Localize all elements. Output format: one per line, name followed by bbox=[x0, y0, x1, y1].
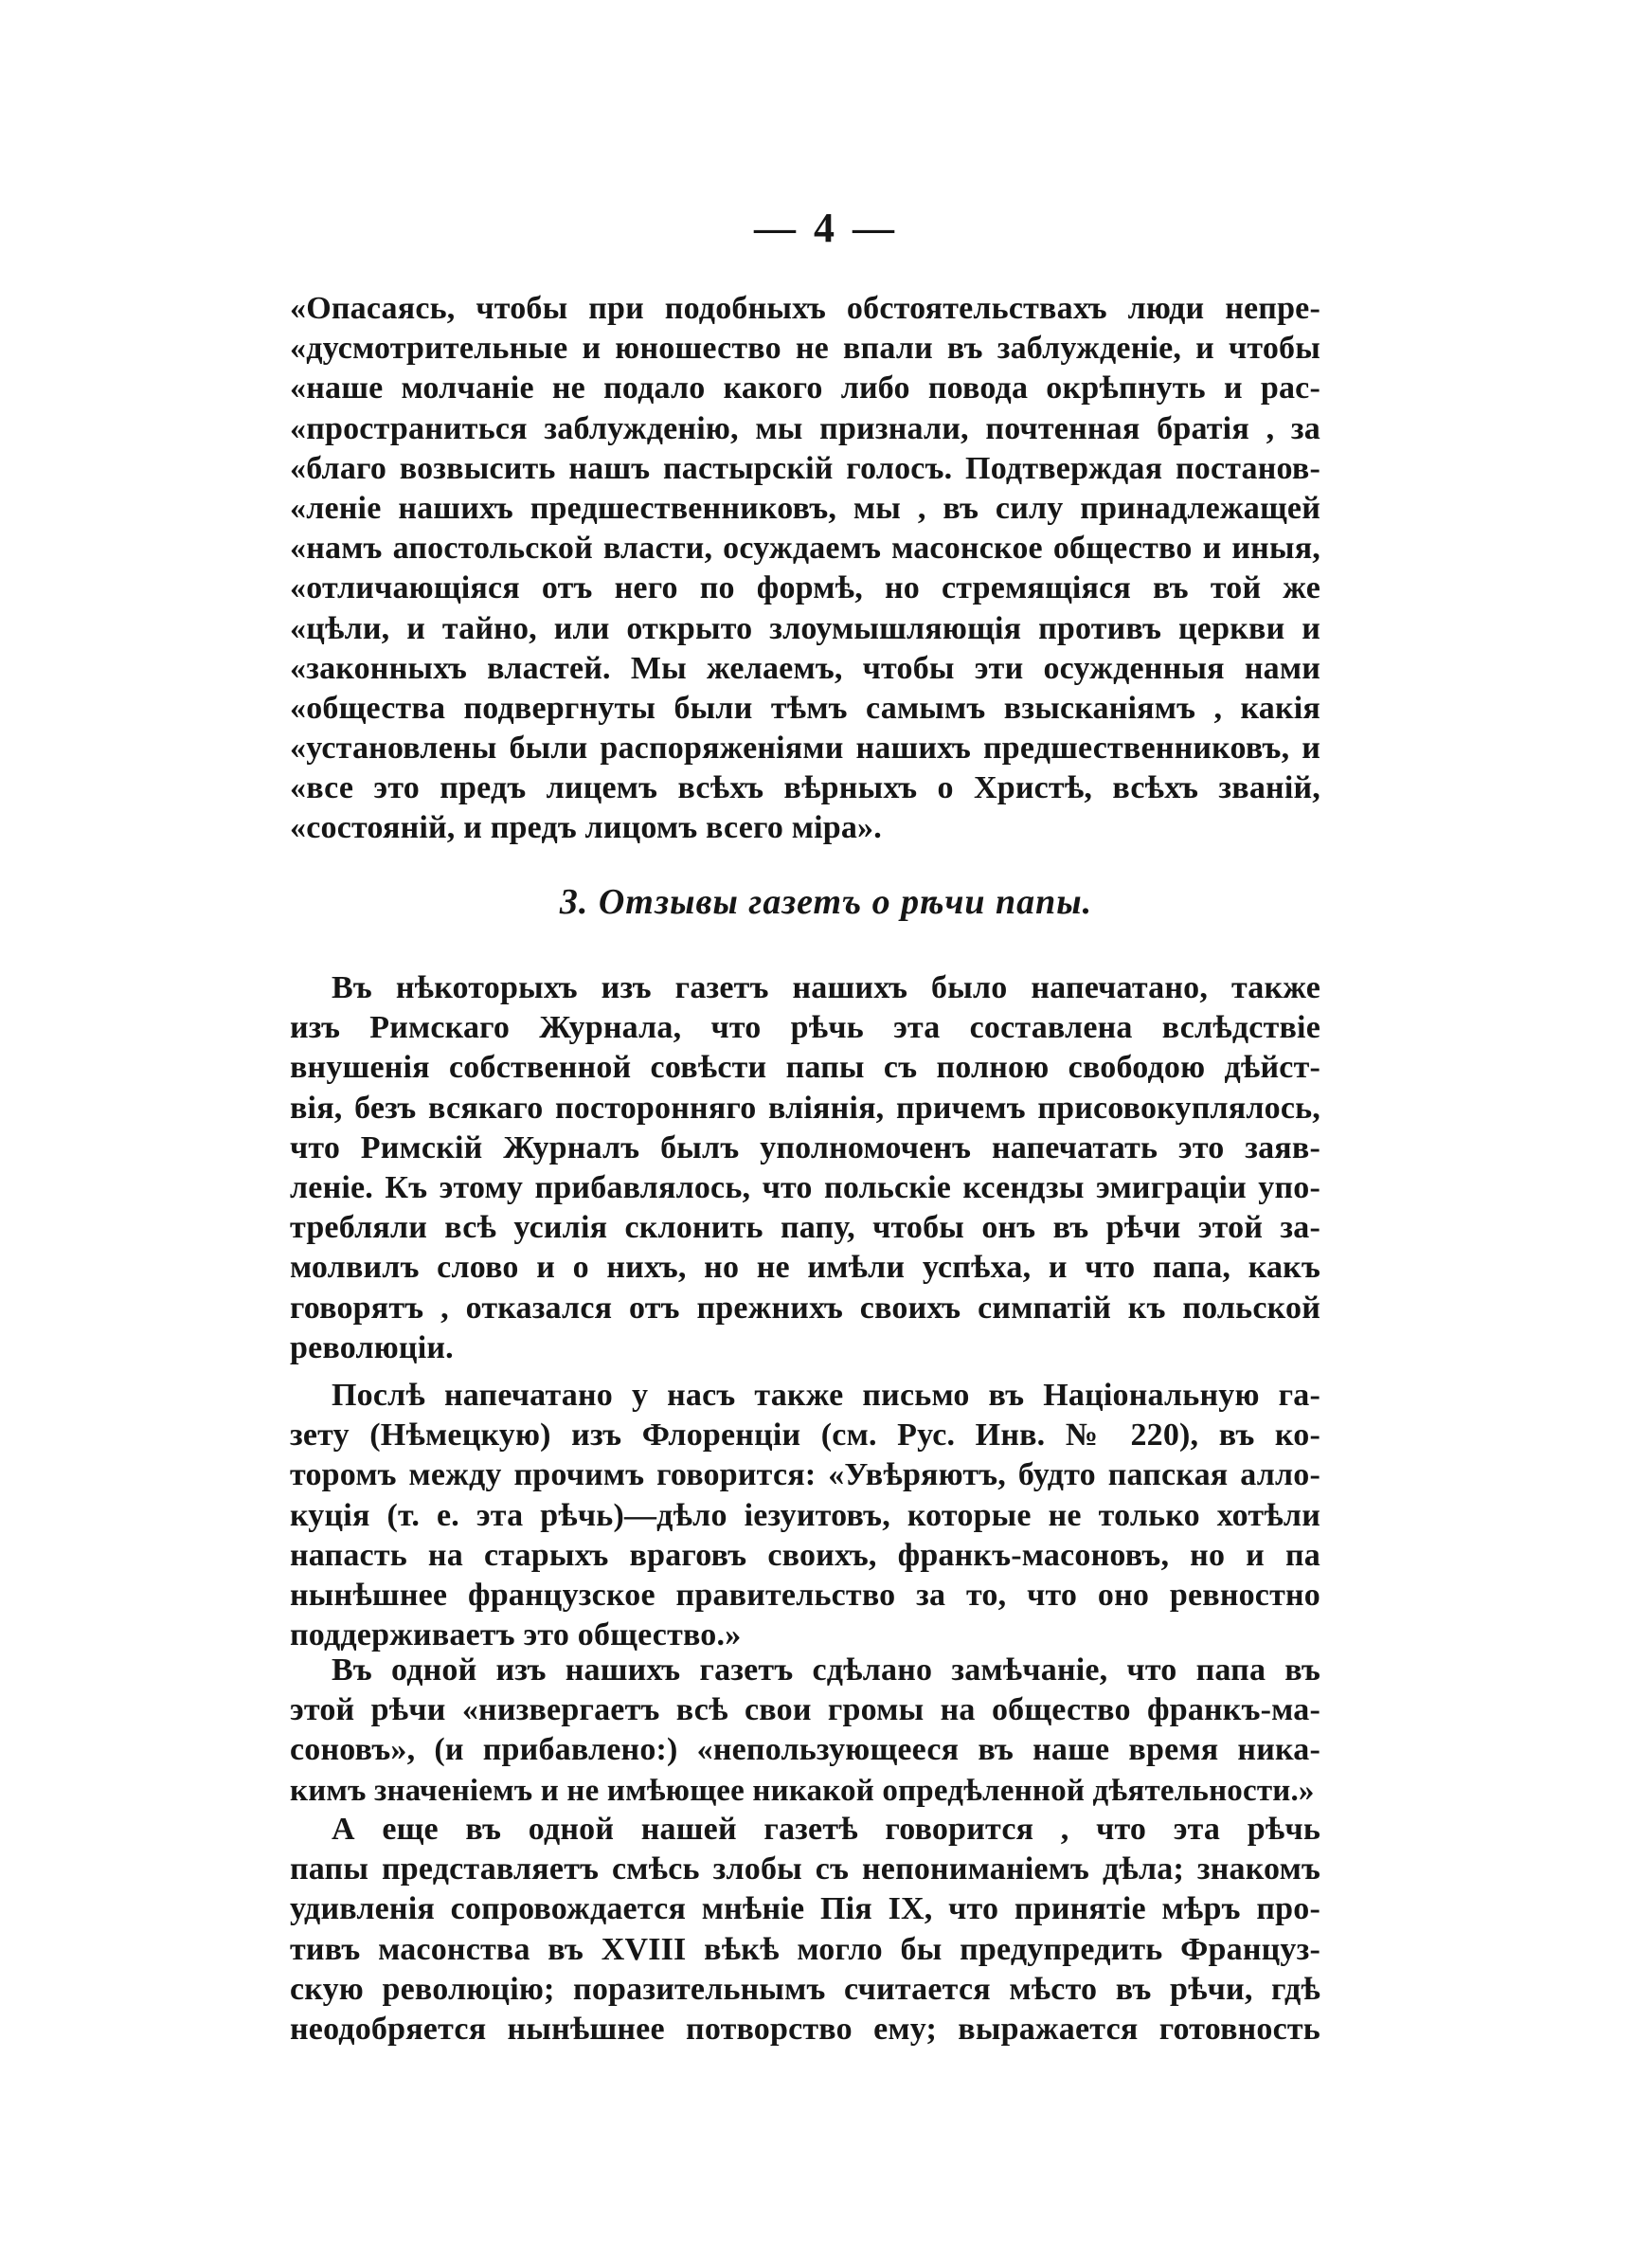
text-line: неодобряется нынѣшнее потворство ему; выражается готовность bbox=[290, 2011, 1320, 2047]
text-line: скую революцію; поразительнымъ считается мѣсто въ рѣчи, гдѣ bbox=[290, 1971, 1320, 2007]
text-line: поддерживаетъ это общество.» bbox=[290, 1617, 742, 1653]
page-number: — 4 — bbox=[754, 205, 898, 251]
text-line: «намъ апостольской власти, осуждаемъ масонское общество и иныя, bbox=[290, 531, 1320, 567]
text-line: «леніе нашихъ предшественниковъ, мы , въ силу принадлежащей bbox=[290, 490, 1320, 526]
text-line: «дусмотрительные и юношество не впали въ заблужденіе, и чтобы bbox=[290, 331, 1320, 367]
paragraph bbox=[290, 1376, 1320, 1655]
text-line: «все это предъ лицемъ всѣхъ вѣрныхъ о Христѣ, всѣхъ званій, bbox=[290, 770, 1320, 806]
text-line: напасть на старыхъ враговъ своихъ, франкъ-масоновъ, но и па bbox=[290, 1537, 1320, 1573]
text-line: внушенія собственной совѣсти папы съ полною свободою дѣйст- bbox=[290, 1050, 1320, 1086]
text-line: «наше молчаніе не подало какого либо повода окрѣпнуть и рас- bbox=[290, 370, 1320, 406]
text-line: кимъ значеніемъ и не имѣющее никакой опредѣленной дѣятельности.» bbox=[290, 1773, 1315, 1808]
text-line: «Опасаясь, чтобы при подобныхъ обстоятельствахъ люди непре- bbox=[290, 291, 1320, 326]
text-line: зету (Нѣмецкую) изъ Флоренціи (см. Рус. Инв. № 220), въ ко- bbox=[290, 1417, 1320, 1454]
text-line: говорятъ , отказался отъ прежнихъ своихъ симпатій къ польской bbox=[290, 1290, 1320, 1326]
text-line: требляли всѣ усилія склонить папу, чтобы онъ въ рѣчи этой за- bbox=[290, 1210, 1320, 1246]
paragraph bbox=[290, 1651, 1320, 1811]
text-line: этой рѣчи «низвергаетъ всѣ свои громы на общество франкъ-ма- bbox=[290, 1692, 1320, 1728]
text-line: «общества подвергнуты были тѣмъ самымъ взысканіямъ , какія bbox=[290, 690, 1320, 726]
text-line: изъ Римскаго Журнала, что рѣчь эта составлена вслѣдствіе bbox=[290, 1010, 1320, 1046]
text-line: «отличающіяся отъ него по формѣ, но стремящіяся въ той же bbox=[290, 570, 1320, 606]
text-line: «состояній, и предъ лицомъ всего міра». bbox=[290, 810, 882, 846]
text-line: что Римскій Журналъ былъ уполномоченъ напечатать это заяв- bbox=[290, 1129, 1320, 1165]
text-line: соновъ», (и прибавлено:) «непользующееся въ наше время ника- bbox=[290, 1732, 1320, 1768]
text-line: торомъ между прочимъ говорится: «Увѣряютъ, будто папская алло- bbox=[290, 1457, 1320, 1493]
text-line: Въ одной изъ нашихъ газетъ сдѣлано замѣчаніе, что папа въ bbox=[332, 1652, 1320, 1688]
text-line: «установлены были распоряженіями нашихъ предшественниковъ, и bbox=[290, 731, 1320, 767]
quote-block bbox=[290, 289, 1320, 849]
text-line: «цѣли, и тайно, или открыто злоумышляющія противъ церкви и bbox=[290, 610, 1320, 646]
text-line: «благо возвысить нашъ пастырскій голосъ. Подтверждая постанов- bbox=[290, 450, 1320, 486]
section-heading: 3. Отзывы газетъ о рѣчи папы. bbox=[559, 882, 1093, 922]
text-line: А еще въ одной нашей газетѣ говорится , что эта рѣчь bbox=[332, 1812, 1320, 1847]
text-line: нынѣшнее французское правительство за то, что оно ревностно bbox=[290, 1577, 1320, 1613]
text-line: леніе. Къ этому прибавлялось, что польскіе ксендзы эмиграціи упо- bbox=[290, 1169, 1320, 1205]
text-line: куція (т. е. эта рѣчь)—дѣло іезуитовъ, которые не только хотѣли bbox=[290, 1497, 1320, 1533]
text-line: «пространиться заблужденію, мы признали, почтенная братія , за bbox=[290, 410, 1320, 446]
text-line: «законныхъ властей. Мы желаемъ, чтобы эти осужденныя нами bbox=[290, 650, 1320, 686]
text-line: тивъ масонства въ XVIII вѣкѣ могло бы предупредить Француз- bbox=[290, 1931, 1320, 1967]
text-line: папы представляетъ смѣсь злобы съ непониманіемъ дѣла; знакомъ bbox=[290, 1851, 1320, 1887]
text-line: Послѣ напечатано у насъ также письмо въ Національную га- bbox=[332, 1378, 1320, 1413]
paragraph bbox=[290, 968, 1320, 1368]
text-line: революціи. bbox=[290, 1329, 454, 1365]
text-line: Въ нѣкоторыхъ изъ газетъ нашихъ было напечатано, также bbox=[332, 970, 1320, 1005]
text-line: вія, безъ всякаго посторонняго вліянія, причемъ присовокуплялось, bbox=[290, 1090, 1320, 1126]
paragraph bbox=[290, 1810, 1320, 2049]
text-line: удивленія сопровождается мнѣніе Пія IX, что принятіе мѣръ про- bbox=[290, 1891, 1320, 1927]
text-line: молвилъ слово и о нихъ, но не имѣли успѣха, и что папа, какъ bbox=[290, 1250, 1320, 1286]
